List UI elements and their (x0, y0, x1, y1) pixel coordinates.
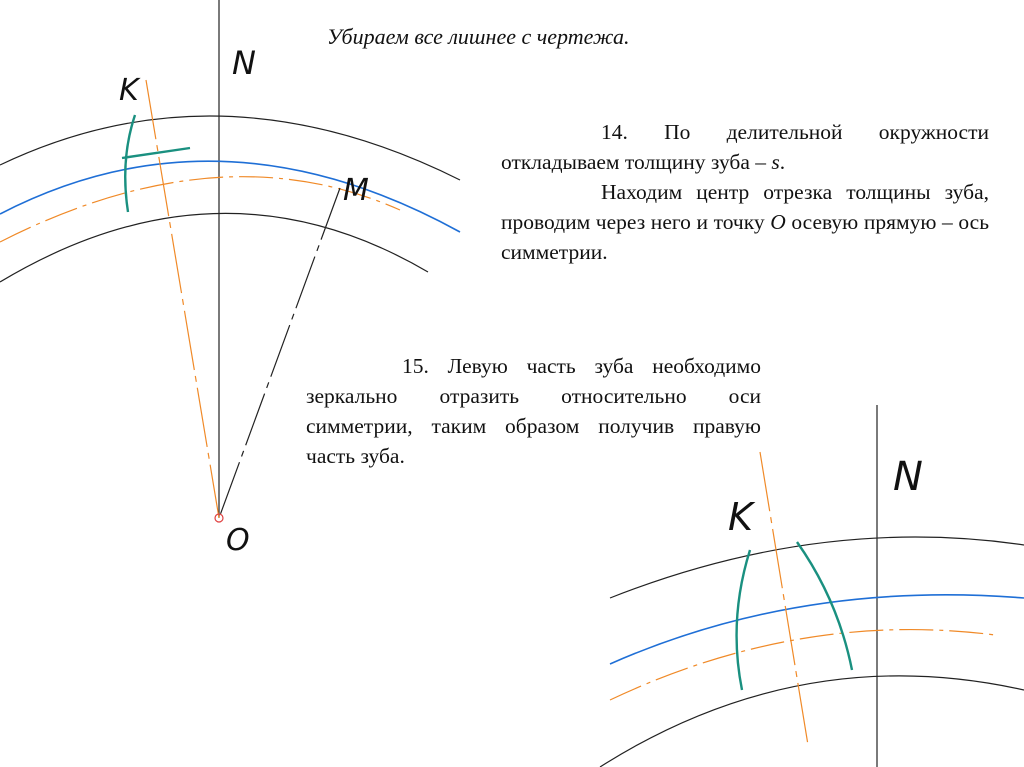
top-addendum-circle (0, 116, 460, 180)
step-15-text (306, 351, 761, 471)
top-diagram (0, 0, 460, 558)
top-tooth-thickness (122, 148, 190, 158)
top-label-m: M (343, 173, 369, 208)
top-pitch-circle (0, 161, 460, 232)
slide-title: Убираем все лишнее с чертежа. (327, 24, 630, 49)
bottom-pitch-circle (610, 595, 1024, 664)
step-15-body: Левую часть зуба необходимо зеркально отразить относительно оси симметрии, таким образом получив правую часть зуба. (306, 354, 762, 468)
bottom-addendum-circle (610, 537, 1024, 598)
step-14-para2-end: осевую прямую – ось симметрии. (501, 210, 990, 264)
top-label-o: O (226, 523, 250, 558)
step-14-number: 14. (601, 120, 628, 144)
top-dedendum-circle (0, 213, 428, 282)
top-label-k: K (119, 73, 139, 108)
step-14-var-o: O (770, 210, 786, 234)
step-14-line1: По делительной окружности откладываем толщину зуба – (501, 120, 990, 174)
step-14-para2: Находим центр отрезка толщины зуба, проводим через него и точку (501, 180, 989, 234)
bottom-dedendum-circle (600, 676, 1024, 767)
step-14-line1-end: . (779, 150, 786, 174)
step-14-var-s: s (771, 150, 780, 174)
bottom-symmetry-axis (760, 452, 808, 745)
top-tooth-profile (125, 115, 135, 212)
bottom-label-n: N (893, 454, 923, 500)
step-14-text (501, 117, 989, 267)
step-15-number: 15. (402, 354, 429, 378)
top-symmetry-axis (146, 80, 219, 518)
top-label-n: N (232, 44, 256, 82)
bottom-construction-circle (610, 630, 995, 700)
bottom-label-k: K (728, 495, 753, 539)
